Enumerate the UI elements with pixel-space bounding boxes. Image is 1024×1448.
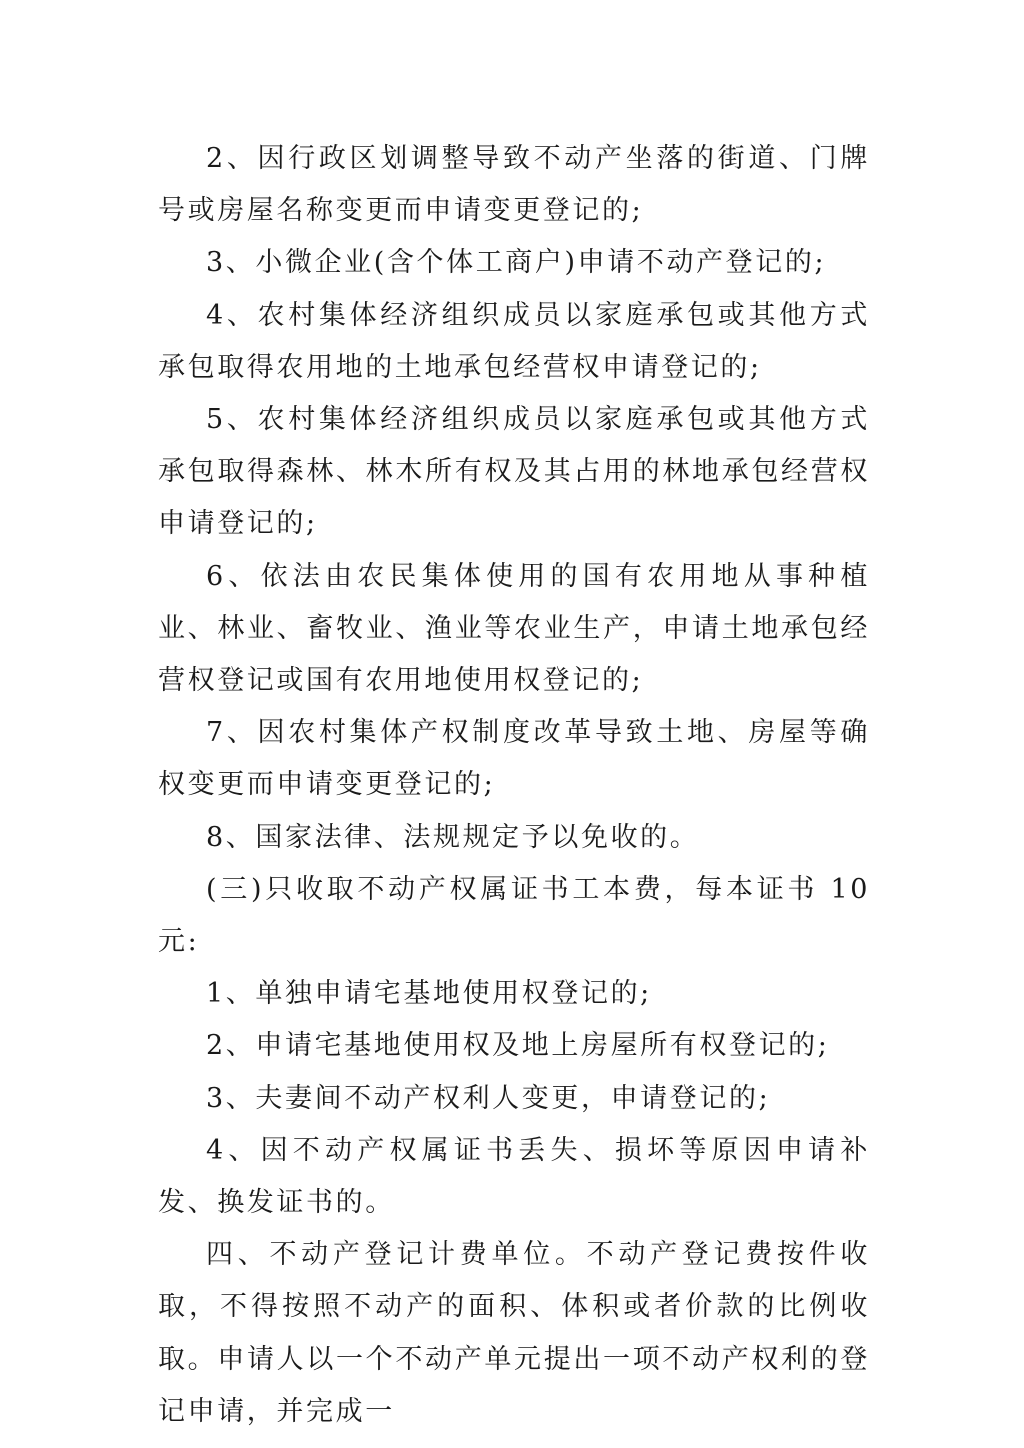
paragraph-item-7-collective-reform: 7、因农村集体产权制度改革导致土地、房屋等确权变更而申请变更登记的; (158, 717, 870, 801)
paragraph-item-4-reissue: 4、因不动产权属证书丢失、损坏等原因申请补发、换发证书的。 (158, 1134, 870, 1219)
paragraph-item-2-homestead-house: 2、申请宅基地使用权及地上房屋所有权登记的; (206, 1030, 830, 1062)
paragraph-item-6-state-farmland: 6、依法由农民集体使用的国有农用地从事种植业、林业、畜牧业、渔业等农业生产，申请土地承包经营权登记或国有农用地使用权登记的; (158, 560, 870, 697)
paragraph-item-8-law-exempt: 8、国家法律、法规规定予以免收的。 (206, 821, 700, 853)
document-page (158, 133, 870, 1438)
section-four-fee-unit: 四、不动产登记计费单位。不动产登记费按件收取，不得按照不动产的面积、体积或者价款的比例收取。申请人以一个不动产单元提出一项不动产权利的登记申请，并完成一 (158, 1239, 870, 1427)
section-heading-certificate-fee: (三)只收取不动产权属证书工本费，每本证书 10 元: (158, 873, 870, 958)
paragraph-item-2-admin-division: 2、因行政区划调整导致不动产坐落的街道、门牌号或房屋名称变更而申请变更登记的; (158, 143, 870, 227)
paragraph-item-3-spouse-change: 3、夫妻间不动产权利人变更，申请登记的; (206, 1082, 771, 1114)
paragraph-item-1-homestead: 1、单独申请宅基地使用权登记的; (206, 978, 652, 1010)
paragraph-item-4-farmland: 4、农村集体经济组织成员以家庭承包或其他方式承包取得农用地的土地承包经营权申请登记的; (158, 299, 870, 383)
paragraph-item-5-forest: 5、农村集体经济组织成员以家庭承包或其他方式承包取得森林、林木所有权及其占用的林地承包经营权申请登记的; (158, 404, 870, 540)
paragraph-item-3-small-enterprise: 3、小微企业(含个体工商户)申请不动产登记的; (206, 247, 827, 279)
